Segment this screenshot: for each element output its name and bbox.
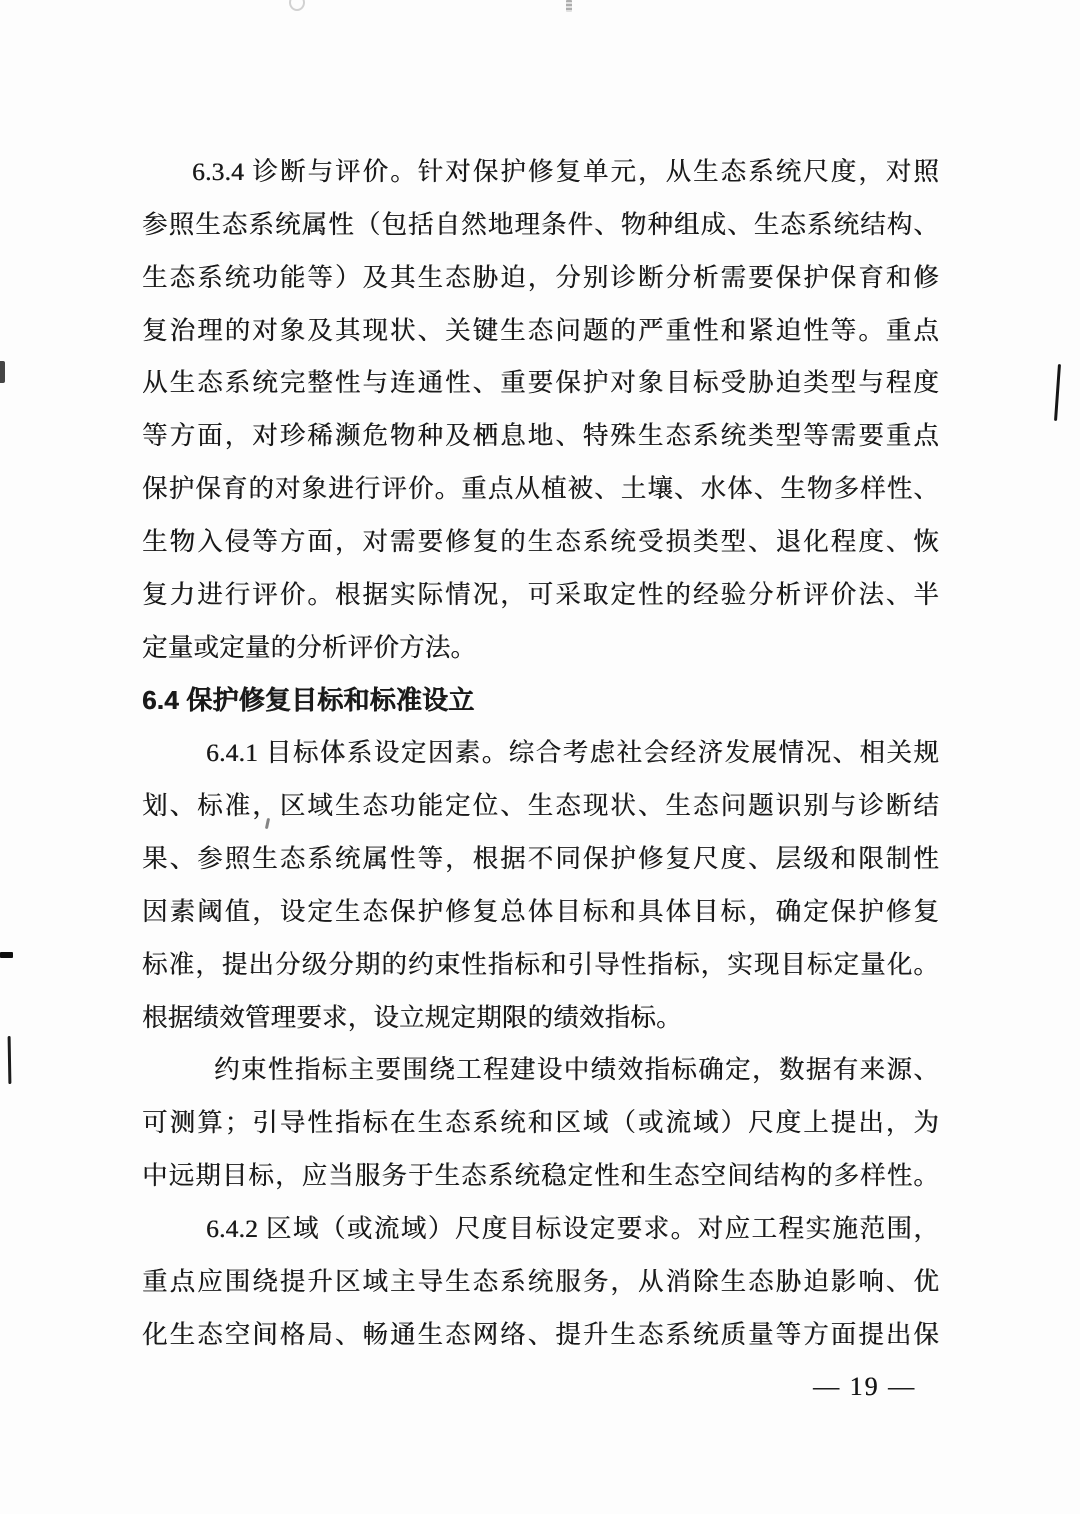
text-line-6-4-1: 6.4.1 目标体系设定因素。综合考虑社会经济发展情况、相关规 — [206, 738, 939, 768]
text-line: 中远期目标，应当服务于生态系统稳定性和生态空间结构的多样性。 — [142, 1161, 939, 1191]
text-line: 定量或定量的分析评价方法。 — [142, 632, 477, 662]
text-line: 参照生态系统属性（包括自然地理条件、物种组成、生态系统结构、 — [142, 209, 939, 239]
text-line: 因素阈值，设定生态保护修复总体目标和具体目标，确定保护修复 — [142, 896, 939, 926]
text-line: 生物入侵等方面，对需要修复的生态系统受损类型、退化程度、恢 — [142, 526, 939, 556]
scan-mark-right-stroke — [1054, 364, 1061, 421]
text-line: 标准，提出分级分期的约束性指标和引导性指标，实现目标定量化。 — [142, 949, 939, 979]
scan-mark-left-tick — [0, 361, 5, 383]
text-line-6-4-2: 6.4.2 区域（或流域）尺度目标设定要求。对应工程实施范围， — [206, 1213, 939, 1243]
scan-mark-left-stroke — [8, 1036, 12, 1084]
scan-smudge-top-left — [289, 0, 305, 11]
section-heading-6-4: 6.4 保护修复目标和标准设立 — [142, 685, 475, 716]
text-line: 从生态系统完整性与连通性、重要保护对象目标受胁迫类型与程度 — [142, 368, 939, 398]
text-line: 果、参照生态系统属性等，根据不同保护修复尺度、层级和限制性 — [142, 843, 939, 873]
text-line: 化生态空间格局、畅通生态网络、提升生态系统质量等方面提出保 — [142, 1319, 939, 1349]
text-line-6-3-4: 6.3.4 诊断与评价。针对保护修复单元，从生态系统尺度，对照 — [192, 157, 939, 186]
text-line: 重点应围绕提升区域主导生态系统服务，从消除生态胁迫影响、优 — [142, 1266, 939, 1296]
text-line: 生态系统功能等）及其生态胁迫，分别诊断分析需要保护保育和修 — [142, 262, 939, 292]
text-line: 约束性指标主要围绕工程建设中绩效指标确定，数据有来源、 — [214, 1055, 939, 1085]
text-line: 保护保育的对象进行评价。重点从植被、土壤、水体、生物多样性、 — [142, 474, 939, 504]
document-body — [142, 146, 939, 1361]
scan-smudge-top-right — [566, 0, 572, 12]
text-line: 根据绩效管理要求，设立规定期限的绩效指标。 — [142, 1002, 682, 1032]
text-line: 复力进行评价。根据实际情况，可采取定性的经验分析评价法、半 — [142, 579, 939, 609]
scan-mark-left-dash — [0, 952, 13, 958]
text-line: 等方面，对珍稀濒危物种及栖息地、特殊生态系统类型等需要重点 — [142, 421, 939, 451]
page-number: — 19 — — [813, 1372, 916, 1401]
text-line: 划、标准，区域生态功能定位、生态现状、生态问题识别与诊断结 — [142, 791, 939, 821]
text-line: 复治理的对象及其现状、关键生态问题的严重性和紧迫性等。重点 — [142, 315, 939, 345]
text-line: 可测算；引导性指标在生态系统和区域（或流域）尺度上提出，为 — [142, 1108, 939, 1138]
